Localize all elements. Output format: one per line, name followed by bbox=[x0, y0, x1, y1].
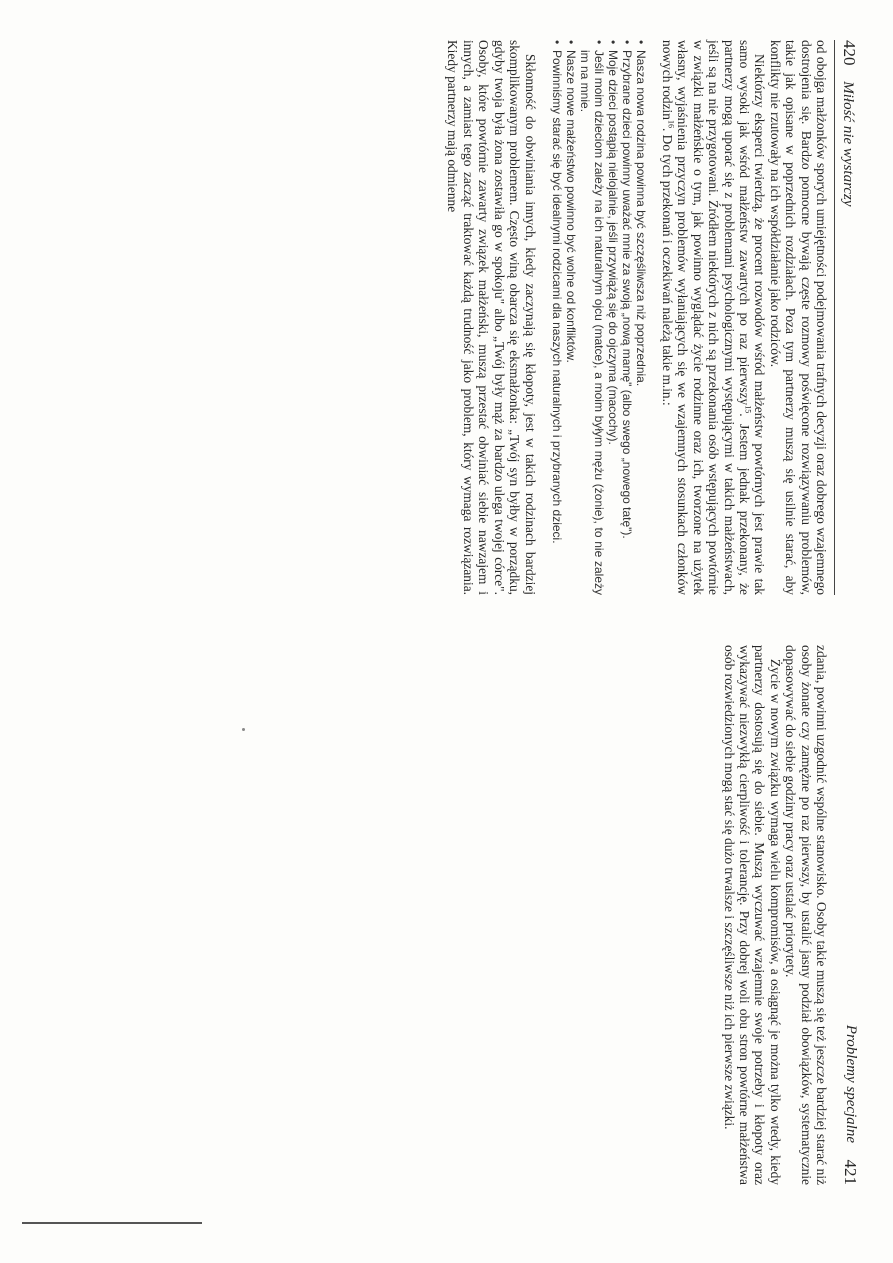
paragraph: Niektórzy eksperci twierdzą, że procent rozwodów wśród małżeństw powtórnych jest prawie tak samo wysoki jak wśród małżeństw zawartych po raz pierwszy$^{15}$. Jestem jednak przekonany, że partnerzy mogą uporać się z problemami psychologicznymi występującymi w takich małżeństwach, jeśli są na nie przygotowani. Źródłem niektórych z nich są przekonania osób wstępujących powtórnie w związki małżeńskie o tym, jak powinno wyglądać życie rodzinne oraz ich, tworzone na użytek własny, wyjaśnienia przyczyn problemów wyłaniających się we wzajemnych stosunkach członków nowych rodzin$^{16}$. Do tych przekonań i oczekiwań należą takie m.in.: bbox=[659, 40, 768, 595]
right-page-header bbox=[835, 645, 859, 1185]
list-item: • Nasza nowa rodzina powinna być szczęśliwsza niż poprzednia. bbox=[634, 40, 648, 595]
left-text-column bbox=[445, 40, 829, 595]
paragraph: Skłonność do obwiniania innych, kiedy zaczynają się kłopoty, jest w takich rodzinach bardziej skomplikowanym problemem. Często winą obarcza się eksmałżonka: „Twój syn byłby w porządku, gdyby twoja była żona zostawiła go w spokoju" albo „Twój były mąż za bardzo ulega twojej córce". Osoby, które powtórnie zawarty związek małżeński, muszą przestać obwiniać siebie nawzajem i innych, a zamiast tego zacząć traktować każdą trudność jako problem, który wymaga rozwiązania. Kiedy partnerzy mają odmienne bbox=[445, 40, 538, 595]
scan-edge-line bbox=[22, 1222, 202, 1224]
scan-speck bbox=[242, 728, 245, 731]
list-item: • Przybrane dzieci powinny uważać mnie za swoją „nową mamę" (albo swego „nowego tatę"). bbox=[620, 40, 634, 595]
right-text-column bbox=[721, 645, 829, 1185]
running-head: Miłość nie wystarczy bbox=[840, 81, 856, 207]
belief-list bbox=[550, 40, 648, 595]
paragraph: zdania, powinni uzgodnić wspólne stanowisko. Osoby takie muszą się też jeszcze bardziej starać niż osoby żonate czy zamężne po raz pierwszy, by ustalić jasny podział obowiązków, systematycznie dopasowywać do siebie godziny pracy oraz ustalać priorytety. bbox=[783, 645, 829, 1185]
left-page bbox=[0, 40, 893, 595]
footnote-mark: 16 bbox=[666, 119, 676, 128]
paragraph: Życie w nowym związku wymaga wielu kompromisów, a osiągnąć je można tylko wtedy, kiedy partnerzy dostosują się do siebie. Muszą wyczuwać wzajemnie swoje potrzeby i kłopoty oraz wykazywać niezwykłą cierpliwość i tolerancję. Przy dobrej woli obu stron powtórne małżeństwa osób rozwiedzionych mogą stać się dużo trwalsze i szczęśliwsze niż ich pierwsze związki. bbox=[721, 645, 783, 1185]
page-number: 420 bbox=[840, 40, 859, 66]
list-item: • Moje dzieci postąpią nielojalnie, jeśli przywiążą się do ojczyma (macochy). bbox=[606, 40, 620, 595]
list-item: • Powinniśmy starać się być idealnymi rodzicami dla naszych naturalnych i przybranych dzieci. bbox=[550, 40, 564, 595]
running-head: Problemy specjalne bbox=[843, 1024, 859, 1143]
right-page bbox=[0, 645, 893, 1185]
list-item: • Jeśli moim dzieciom zależy na ich naturalnym ojcu (matce), a moim byłym mężu (żonie), to nie zależy im na mnie. bbox=[578, 40, 606, 595]
page-number: 421 bbox=[841, 1159, 860, 1185]
left-page-header bbox=[834, 40, 859, 595]
list-item: • Nasze nowe małżeństwo powinno być wolne od konfliktów. bbox=[564, 40, 578, 595]
paragraph: od obojga małżonków sporych umiejętności podejmowania trafnych decyzji oraz dobrego wzajemnego dostrojenia się. Bardzo pomocne bywają częste rozmowy poświęcone rozwiązywaniu problemów, takie jak opisane w poprzednich rozdziałach. Poza tym partnerzy muszą się usilnie starać, aby konflikty nie rzutowały na ich współdziałanie jako rodziców. bbox=[767, 40, 829, 595]
footnote-mark: 15 bbox=[743, 405, 753, 414]
